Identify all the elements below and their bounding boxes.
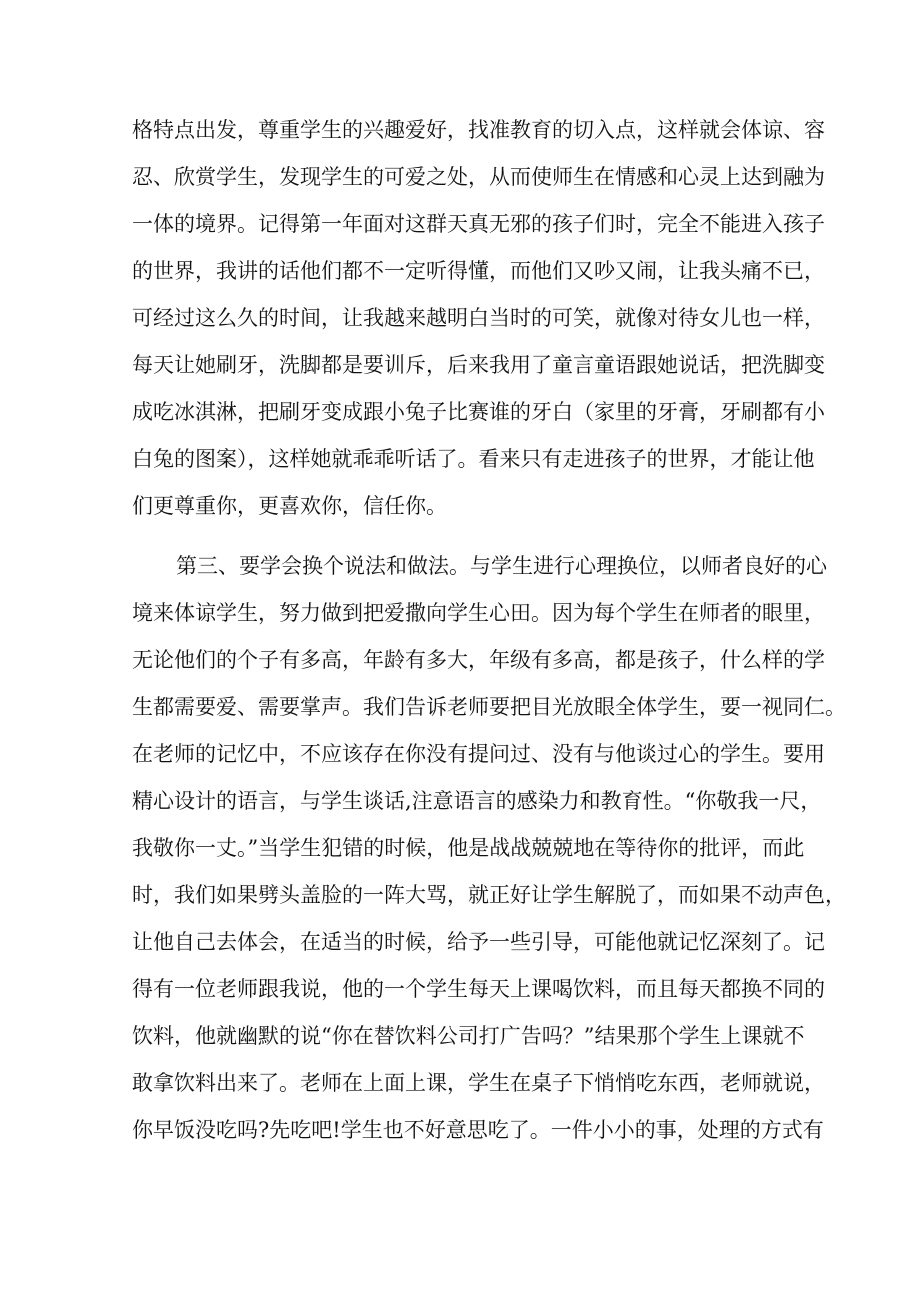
paragraph-2-line-12: 敢拿饮料出来了。老师在上面上课，学生在桌子下悄悄吃东西，老师就说， [132, 1071, 825, 1095]
paragraph-1-line-3: 一体的境界。记得第一年面对这群天真无邪的孩子们时，完全不能进入孩子 [132, 212, 825, 236]
paragraph-2-line-11: 饮料，他就幽默的说“你在替饮料公司打广告吗？”结果那个学生上课就不 [132, 1024, 805, 1048]
paragraph-1-line-6: 每天让她刷牙，洗脚都是要训斥，后来我用了童言童语跟她说话，把洗脚变 [132, 353, 825, 377]
paragraph-1-line-8: 白兔的图案），这样她就乖乖听话了。看来只有走进孩子的世界，才能让他 [132, 447, 815, 471]
paragraph-2-line-6: 精心设计的语言，与学生谈话,注意语言的感染力和教育性。“你敬我一尺， [132, 789, 822, 813]
paragraph-2-line-3: 无论他们的个子有多高，年龄有多大，年级有多高，都是孩子，什么样的学 [132, 648, 825, 672]
paragraph-1-line-2: 忍、欣赏学生，发现学生的可爱之处，从而使师生在情感和心灵上达到融为 [132, 165, 825, 189]
paragraph-1-line-7: 成吃冰淇淋，把刷牙变成跟小兔子比赛谁的牙白（家里的牙膏，牙刷都有小 [132, 400, 825, 424]
paragraph-1-line-4: 的世界，我讲的话他们都不一定听得懂，而他们又吵又闹，让我头痛不已， [132, 259, 825, 283]
paragraph-2-line-4: 生都需要爱、需要掌声。我们告诉老师要把目光放眼全体学生，要一视同仁。 [132, 695, 846, 719]
paragraph-2-line-7: 我敬你一丈。”当学生犯错的时候，他是战战兢兢地在等待你的批评，而此 [132, 836, 805, 860]
paragraph-1-line-5: 可经过这么久的时间，让我越来越明白当时的可笑，就像对待女儿也一样， [132, 306, 825, 330]
paragraph-2-line-1: 第三、要学会换个说法和做法。与学生进行心理换位，以师者良好的心 [176, 554, 827, 578]
paragraph-2-line-9: 让他自己去体会，在适当的时候，给予一些引导，可能他就记忆深刻了。记 [132, 930, 825, 954]
paragraph-2-line-2: 境来体谅学生，努力做到把爱撒向学生心田。因为每个学生在师者的眼里， [132, 601, 825, 625]
paragraph-2-line-5: 在老师的记忆中，不应该存在你没有提问过、没有与他谈过心的学生。要用 [132, 742, 825, 766]
paragraph-2-line-8: 时，我们如果劈头盖脸的一阵大骂，就正好让学生解脱了，而如果不动声色， [132, 883, 846, 907]
paragraph-2-line-13: 你早饭没吃吗?先吃吧!学生也不好意思吃了。一件小小的事，处理的方式有 [132, 1118, 824, 1142]
paragraph-1-line-1: 格特点出发，尊重学生的兴趣爱好，找准教育的切入点，这样就会体谅、容 [132, 118, 825, 142]
paragraph-2-line-10: 得有一位老师跟我说，他的一个学生每天上课喝饮料，而且每天都换不同的 [132, 977, 825, 1001]
paragraph-1-line-9: 们更尊重你，更喜欢你，信任你。 [132, 494, 447, 518]
